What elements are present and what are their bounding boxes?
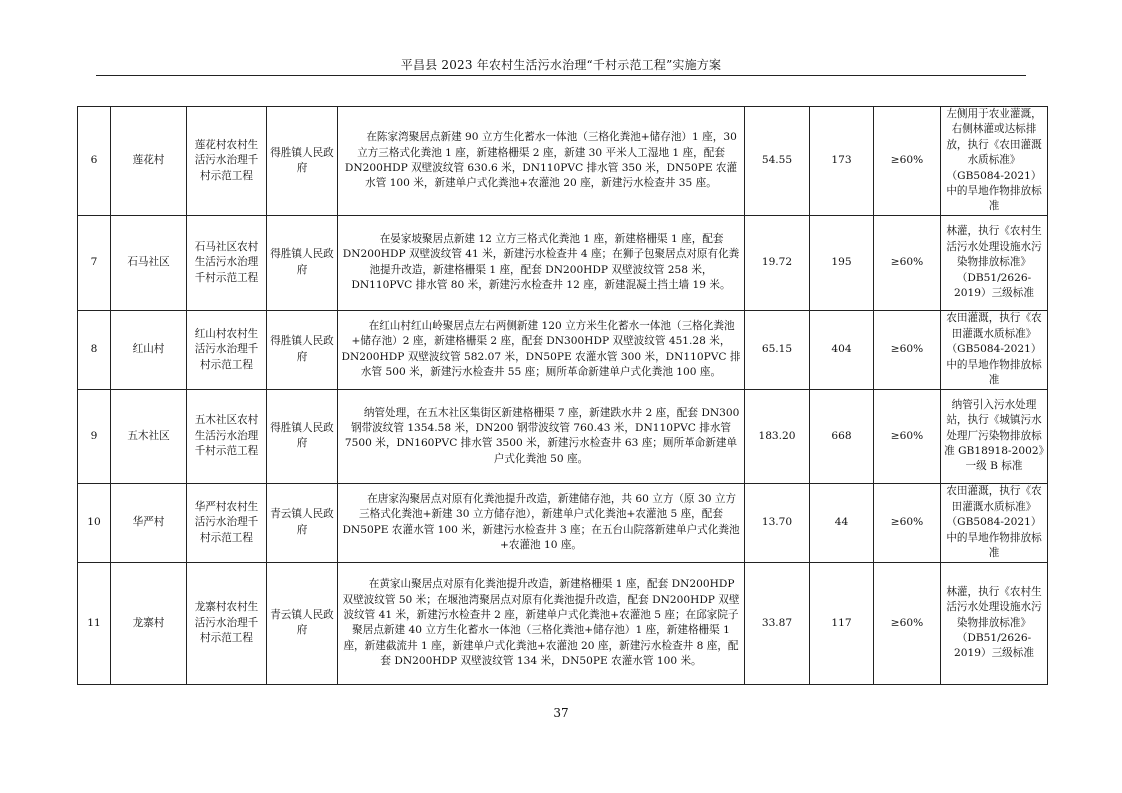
project-name: 五木社区农村生活污水治理千村示范工程 xyxy=(187,389,267,483)
table-row xyxy=(78,483,1048,562)
household-count: 404 xyxy=(810,310,874,389)
construction-content: 在红山村红山岭聚居点左右两侧新建 120 立方米生化蓄水一体池（三格化粪池+储存池）2 座，新建格栅渠 2 座，配套 DN300HDP 双壁波纹管 451.28 米，DN200HDP 双壁波纹管 582.07 米，DN50PE 农灌水管 300 米，DN110PVC 排水管 500 米，新建污水检查井 55 座；厕所革命新建单户式化粪池 100 座。 xyxy=(338,310,745,389)
row-number: 11 xyxy=(78,562,111,684)
page-number: 37 xyxy=(553,706,569,720)
project-table xyxy=(77,106,1048,685)
construction-content: 纳管处理，在五木社区集街区新建格栅渠 7 座，新建跌水井 2 座，配套 DN300 钢带波纹管 1354.58 米，DN200 钢带波纹管 760.43 米，DN110PVC 排水管 7500 米，DN160PVC 排水管 3500 米，新建污水检查井 63 座；厕所革命新建单户式化粪池 50 座。 xyxy=(338,389,745,483)
construction-content: 在陈家湾聚居点新建 90 立方生化蓄水一体池（三格化粪池+储存池）1 座，30 立方三格式化粪池 1 座，新建格栅渠 2 座，新建 30 平米人工湿地 1 座，配套 DN200HDP 双壁波纹管 630.6 米，DN110PVC 排水管 350 米，DN50PE 农灌水管 100 米，新建单户式化粪池+农灌池 20 座，新建污水检查井 35 座。 xyxy=(338,107,745,216)
investment-amount: 33.87 xyxy=(745,562,810,684)
investment-amount: 13.70 xyxy=(745,483,810,562)
table-row xyxy=(78,107,1048,216)
village-name: 石马社区 xyxy=(111,215,187,310)
village-name: 龙寨村 xyxy=(111,562,187,684)
construction-content: 在黄家山聚居点对原有化粪池提升改造，新建格栅渠 1 座，配套 DN200HDP 双壁波纹管 50 米；在堰池湾聚居点对原有化粪池提升改造，配套 DN200HDP 双壁波纹管 41 米，新建污水检查井 2 座，新建单户式化粪池+农灌池 5 座；在邱家院子聚居点新建 40 立方生化蓄水一体池（三格化粪池+储存池）1 座，新建格栅渠 1 座，新建截流井 1 座，新建单户式化粪池+农灌池 20 座，新建污水检查井 8 座，配套 DN200HDP 双壁波纹管 134 米，DN50PE 农灌水管 100 米。 xyxy=(338,562,745,684)
project-name: 华严村农村生活污水治理千村示范工程 xyxy=(187,483,267,562)
village-name: 莲花村 xyxy=(111,107,187,216)
page-header-title: 平昌县 2023 年农村生活污水治理“千村示范工程”实施方案 xyxy=(400,58,722,72)
coverage-rate: ≥60% xyxy=(874,483,941,562)
row-number: 10 xyxy=(78,483,111,562)
owner-unit: 得胜镇人民政府 xyxy=(267,389,338,483)
investment-amount: 54.55 xyxy=(745,107,810,216)
household-count: 195 xyxy=(810,215,874,310)
project-name: 石马社区农村生活污水治理千村示范工程 xyxy=(187,215,267,310)
coverage-rate: ≥60% xyxy=(874,389,941,483)
table-row xyxy=(78,310,1048,389)
discharge-standard: 纳管引入污水处理站，执行《城镇污水处理厂污染物排放标准 GB18918-2002》一级 B 标准 xyxy=(941,389,1048,483)
owner-unit: 得胜镇人民政府 xyxy=(267,107,338,216)
coverage-rate: ≥60% xyxy=(874,310,941,389)
village-name: 红山村 xyxy=(111,310,187,389)
project-name: 红山村农村生活污水治理千村示范工程 xyxy=(187,310,267,389)
coverage-rate: ≥60% xyxy=(874,215,941,310)
household-count: 117 xyxy=(810,562,874,684)
row-number: 8 xyxy=(78,310,111,389)
header-rule xyxy=(96,75,1026,76)
owner-unit: 得胜镇人民政府 xyxy=(267,215,338,310)
investment-amount: 19.72 xyxy=(745,215,810,310)
household-count: 44 xyxy=(810,483,874,562)
discharge-standard: 左侧用于农业灌溉，右侧林灌或达标排放，执行《农田灌溉水质标准》（GB5084-2021）中的旱地作物排放标准 xyxy=(941,107,1048,216)
household-count: 668 xyxy=(810,389,874,483)
construction-content: 在晏家坡聚居点新建 12 立方三格式化粪池 1 座，新建格栅渠 1 座，配套 DN200HDP 双壁波纹管 41 米，新建污水检查井 4 座；在狮子包聚居点对原有化粪池提升改造，新建格栅渠 1 座，配套 DN200HDP 双壁波纹管 258 米，DN110PVC 排水管 80 米，新建污水检查井 12 座，新建混凝土挡土墙 19 米。 xyxy=(338,215,745,310)
owner-unit: 青云镇人民政府 xyxy=(267,562,338,684)
discharge-standard: 农田灌溉，执行《农田灌溉水质标准》（GB5084-2021）中的旱地作物排放标准 xyxy=(941,310,1048,389)
table-row xyxy=(78,389,1048,483)
household-count: 173 xyxy=(810,107,874,216)
construction-content: 在唐家沟聚居点对原有化粪池提升改造，新建储存池，共 60 立方（原 30 立方三格式化粪池+新建 30 立方储存池），新建单户式化粪池+农灌池 5 座，配套 DN50PE 农灌水管 100 米，新建污水检查井 3 座；在五台山院落新建单户式化粪池+农灌池 10 座。 xyxy=(338,483,745,562)
village-name: 五木社区 xyxy=(111,389,187,483)
coverage-rate: ≥60% xyxy=(874,562,941,684)
investment-amount: 183.20 xyxy=(745,389,810,483)
owner-unit: 得胜镇人民政府 xyxy=(267,310,338,389)
coverage-rate: ≥60% xyxy=(874,107,941,216)
project-name: 莲花村农村生活污水治理千村示范工程 xyxy=(187,107,267,216)
row-number: 7 xyxy=(78,215,111,310)
investment-amount: 65.15 xyxy=(745,310,810,389)
table-row xyxy=(78,562,1048,684)
discharge-standard: 林灌，执行《农村生活污水处理设施水污染物排放标准》（DB51/2626-2019）三级标准 xyxy=(941,562,1048,684)
row-number: 6 xyxy=(78,107,111,216)
village-name: 华严村 xyxy=(111,483,187,562)
discharge-standard: 林灌，执行《农村生活污水处理设施水污染物排放标准》（DB51/2626-2019）三级标准 xyxy=(941,215,1048,310)
row-number: 9 xyxy=(78,389,111,483)
project-name: 龙寨村农村生活污水治理千村示范工程 xyxy=(187,562,267,684)
discharge-standard: 农田灌溉，执行《农田灌溉水质标准》（GB5084-2021）中的旱地作物排放标准 xyxy=(941,483,1048,562)
owner-unit: 青云镇人民政府 xyxy=(267,483,338,562)
table-row xyxy=(78,215,1048,310)
